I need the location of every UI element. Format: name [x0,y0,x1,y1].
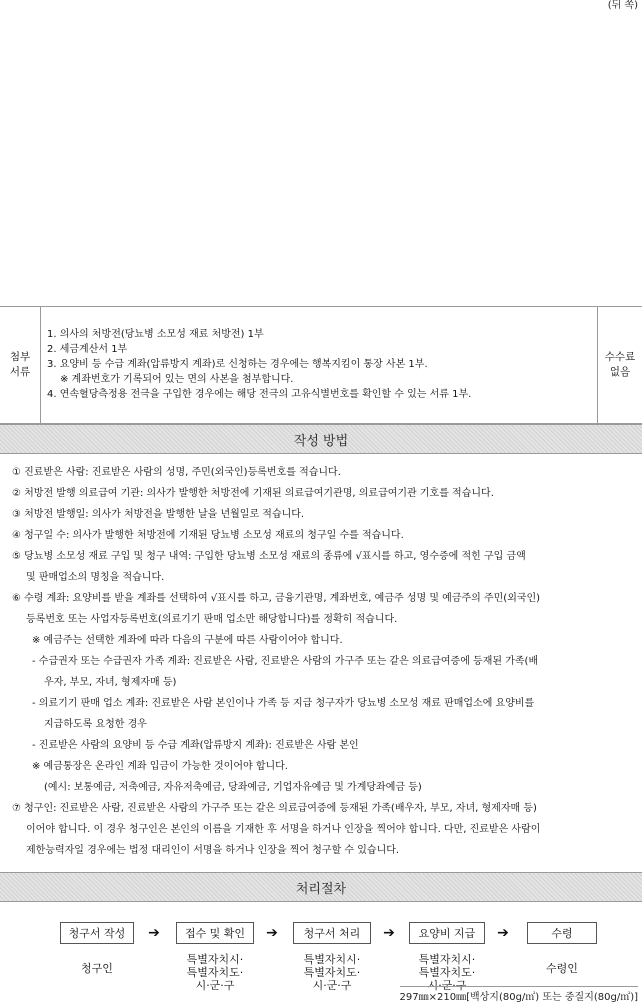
attachments-list [47,327,592,402]
step-receive-confirm: 접수 및 확인 [176,922,254,944]
actor-gov-line: 특별자치도· [418,966,476,979]
procedure-heading: 처리절차 [0,872,642,902]
attachments-table [0,306,642,424]
blank-area [0,14,642,306]
actor-gov-line: 특별자치시· [418,953,476,966]
instruction-line: 이어야 합니다. 이 경우 청구인은 본인의 이름을 기재한 후 서명을 하거나 인장을 찍어야 합니다. 다만, 진료받은 사람이 [26,824,541,835]
fee-value: 없음 [609,366,631,378]
writing-method-heading: 작성 방법 [0,424,642,454]
instruction-line: - 의료기기 판매 업소 계좌: 진료받은 사람 본인이나 가족 등 지급 청구자가 당뇨병 소모성 재료 판매업소에 요양비를 [32,698,535,709]
instruction-line: 등록번호 또는 사업자등록번호(의료기기 판매 업소만 해당합니다)를 정확히 적습니다. [26,614,398,625]
actor-local-gov [283,953,381,992]
attachment-item: 3. 요양비 등 수급 계좌(압류방지 계좌)로 신청하는 경우에는 행복지킴이 통장 사본 1부. [47,359,428,370]
instruction-line: 제한능력자일 경우에는 법정 대리인이 서명을 하거나 인장을 찍어 청구할 수 있습니다. [26,845,400,856]
instruction-line: - 진료받은 사람의 요양비 등 수급 계좌(압류방지 계좌): 진료받은 사람 본인 [32,740,359,751]
instruction-line: - 수급권자 또는 수급권자 가족 계좌: 진료받은 사람, 진료받은 사람의 가구주 또는 같은 의료급여증에 등재된 가족(배 [32,656,539,667]
instruction-line: ④ 청구일 수: 의사가 발행한 처방전에 기재된 당뇨병 소모성 재료의 청구일 수를 적습니다. [12,530,404,541]
actor-gov-line: 특별자치도· [186,966,244,979]
instructions-list [12,462,636,861]
arrow-right-icon: ➔ [497,925,509,941]
arrow-right-icon: ➔ [383,925,395,941]
instruction-line: 및 판매업소의 명칭을 적습니다. [26,572,165,583]
instruction-line: ⑥ 수령 계좌: 요양비를 받을 계좌를 선택하여 √표시를 하고, 금융기관명, 계좌번호, 예금주 성명 및 예금주의 주민(외국인) [12,593,541,604]
step-pay-expense: 요양비 지급 [409,922,485,944]
step-receive: 수령 [527,922,597,944]
fee-label: 수수료 [604,351,636,363]
instruction-line: ③ 처방전 발행일: 의사가 처방전을 발행한 날을 년월일로 적습니다. [12,509,305,520]
fee-cell [597,307,642,423]
attachment-item: 1. 의사의 처방전(당뇨병 소모성 재료 처방전) 1부 [47,329,264,340]
page-side-indicator: (뒤 쪽) [607,0,638,11]
actor-recipient: 수령인 [546,962,578,975]
instruction-line: 우자, 부모, 자녀, 형제자매 등) [44,677,177,688]
actor-gov-line: 특별자치도· [303,966,361,979]
instruction-line: (예시: 보통예금, 저축예금, 자유저축예금, 당좌예금, 기업자유예금 및 가계당좌예금 등) [44,782,422,793]
arrow-right-icon: ➔ [148,925,160,941]
actor-gov-line: 시·군·구 [195,979,235,992]
attachment-item: 2. 세금계산서 1부 [47,344,128,355]
actor-claimant: 청구인 [81,962,113,975]
attachment-note: ※ 계좌번호가 기록되어 있는 면의 사본을 첨부합니다. [60,374,294,385]
arrow-right-icon: ➔ [266,925,278,941]
attachments-label-line1: 첨부 [9,351,31,363]
actor-gov-line: 시·군·구 [427,979,467,992]
attachments-label [0,307,41,423]
actor-gov-line: 특별자치시· [186,953,244,966]
instruction-line: ※ 예금주는 선택한 계좌에 따라 다음의 구분에 따른 사람이어야 합니다. [32,635,343,646]
instruction-line: ⑤ 당뇨병 소모성 재료 구입 및 청구 내역: 구입한 당뇨병 소모성 재료의 종류에 √표시를 하고, 영수증에 적힌 구입 금액 [12,551,526,562]
instruction-line: ① 진료받은 사람: 진료받은 사람의 성명, 주민(외국인)등록번호를 적습니다. [12,467,341,478]
actor-local-gov [166,953,264,992]
process-flow [0,922,642,992]
paper-spec: 297㎜×210㎜[백상지(80g/㎡) 또는 중질지(80g/㎡)] [400,986,638,1003]
instruction-line: ⑦ 청구인: 진료받은 사람, 진료받은 사람의 가구주 또는 같은 의료급여증에 등재된 가족(배우자, 부모, 자녀, 형제자매 등) [12,803,537,814]
instruction-line: ② 처방전 발행 의료급여 기관: 의사가 발행한 처방전에 기재된 의료급여기관명, 의료급여기관 기호를 적습니다. [12,488,494,499]
actor-gov-line: 시·군·구 [312,979,352,992]
instruction-line: ※ 예금통장은 온라인 계좌 입금이 가능한 것이어야 합니다. [32,761,288,772]
attachment-item: 4. 연속혈당측정용 전극을 구입한 경우에는 해당 전극의 고유식별번호를 확인할 수 있는 서류 1부. [47,389,472,400]
step-process-claim: 청구서 처리 [293,922,371,944]
step-write-claim: 청구서 작성 [60,922,134,944]
instruction-line: 지급하도록 요청한 경우 [44,719,147,730]
actor-gov-line: 특별자치시· [303,953,361,966]
attachments-label-line2: 서류 [9,366,31,378]
